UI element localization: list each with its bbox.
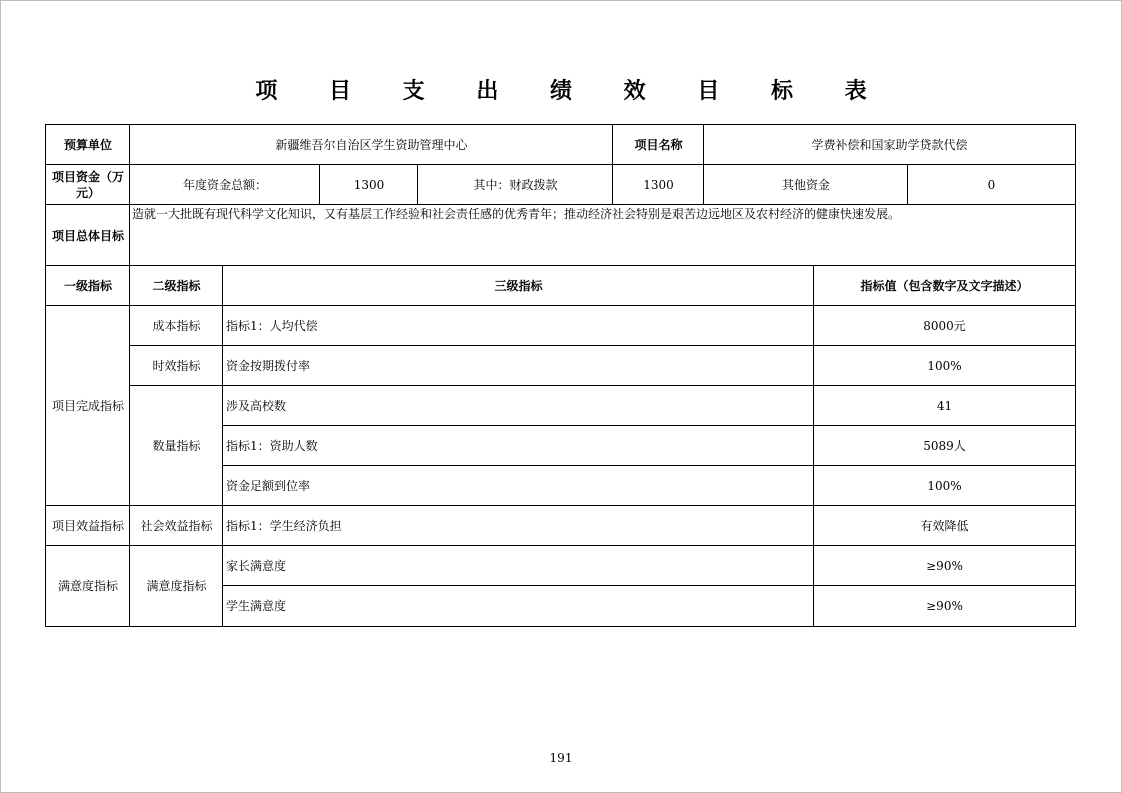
- goal-label: [45, 204, 131, 267]
- group-benefit: [45, 505, 131, 547]
- value-text: ≥90%: [926, 599, 963, 613]
- subgroup-satisfaction: [129, 545, 224, 627]
- fiscal-value: [612, 164, 705, 206]
- indicator-text: 学生满意度: [226, 599, 287, 613]
- value-text: 41: [936, 399, 953, 413]
- page-number: 191: [549, 751, 573, 765]
- subgroup-social: [129, 505, 224, 547]
- value-cell: [813, 345, 1076, 387]
- group-satisfaction-text: 满意度指标: [57, 579, 118, 593]
- subgroup-satisfaction-text: 满意度指标: [146, 579, 207, 593]
- funds-label-text: 项目资金（万元）: [51, 170, 124, 200]
- value-cell: [813, 545, 1076, 587]
- other-funds-label: [703, 164, 909, 206]
- subgroup-cost-text: 成本指标: [152, 319, 201, 333]
- subgroup-quantity: [129, 385, 224, 507]
- annual-total-value-text: 1300: [353, 178, 385, 192]
- other-funds-label-text: 其他资金: [781, 178, 830, 192]
- group-completion-text: 项目完成指标: [51, 399, 124, 413]
- value-cell: [813, 305, 1076, 347]
- goal-label-text: 项目总体目标: [51, 228, 124, 243]
- project-name-label-text: 项目名称: [634, 138, 683, 152]
- indicator-text: 指标1：学生经济负担: [226, 519, 342, 533]
- goal-value-text: 造就一大批既有现代科学文化知识，又有基层工作经验和社会责任感的优秀青年；推动经济社会特别是艰苦边远地区及农村经济的健康快速发展。: [132, 207, 901, 221]
- group-completion: [45, 305, 131, 507]
- value-text: 有效降低: [920, 519, 969, 533]
- subgroup-timeliness: [129, 345, 224, 387]
- indicator-text: 资金按期拨付率: [226, 359, 311, 373]
- indicator-cell: [222, 305, 815, 347]
- indicator-text: 指标1：资助人数: [226, 439, 318, 453]
- budget-unit-value-text: 新疆维吾尔自治区学生资助管理中心: [275, 138, 468, 152]
- subgroup-quantity-text: 数量指标: [152, 439, 201, 453]
- project-name-value: [703, 124, 1076, 166]
- value-text: ≥90%: [926, 559, 963, 573]
- header-value-text: 指标值（包含数字及文字描述）: [860, 279, 1029, 293]
- fiscal-label: [417, 164, 614, 206]
- project-name-label: [612, 124, 705, 166]
- indicator-cell: [222, 505, 815, 547]
- target-grid: [45, 124, 1076, 628]
- indicator-cell: [222, 425, 815, 467]
- header-level3: [222, 265, 815, 307]
- header-level1-text: 一级指标: [63, 279, 112, 293]
- annual-total-label: [129, 164, 321, 206]
- annual-total-label-text: 年度资金总额：: [182, 178, 267, 192]
- annual-total-value: [319, 164, 419, 206]
- group-benefit-text: 项目效益指标: [51, 519, 124, 533]
- indicator-text: 涉及高校数: [226, 399, 287, 413]
- value-cell: [813, 585, 1076, 627]
- funds-label: [45, 164, 131, 206]
- indicator-cell: [222, 585, 815, 627]
- page-title: 项 目 支 出 绩 效 目 标 表: [255, 79, 889, 104]
- indicator-cell: [222, 345, 815, 387]
- value-text: 8000元: [923, 319, 966, 333]
- indicator-text: 家长满意度: [226, 559, 287, 573]
- other-funds-value-text: 0: [987, 178, 996, 192]
- subgroup-timeliness-text: 时效指标: [152, 359, 201, 373]
- value-cell: [813, 385, 1076, 427]
- budget-unit-value: [129, 124, 614, 166]
- header-level2: [129, 265, 224, 307]
- header-level1: [45, 265, 131, 307]
- value-text: 100%: [927, 479, 962, 493]
- value-cell: [813, 425, 1076, 467]
- value-text: 100%: [927, 359, 962, 373]
- group-satisfaction: [45, 545, 131, 627]
- value-cell: [813, 505, 1076, 547]
- budget-unit-label: [45, 124, 131, 166]
- goal-value: [129, 204, 1076, 267]
- fiscal-value-text: 1300: [643, 178, 674, 192]
- budget-unit-label-text: 预算单位: [63, 138, 112, 152]
- other-funds-value: [907, 164, 1076, 206]
- indicator-text: 指标1：人均代偿: [226, 319, 318, 333]
- subgroup-cost: [129, 305, 224, 347]
- indicator-text: 资金足额到位率: [226, 479, 311, 493]
- indicator-cell: [222, 545, 815, 587]
- project-name-value-text: 学费补偿和国家助学贷款代偿: [811, 138, 968, 152]
- subgroup-social-text: 社会效益指标: [140, 519, 213, 533]
- header-level2-text: 二级指标: [152, 279, 201, 293]
- indicator-cell: [222, 465, 815, 507]
- header-value: [813, 265, 1076, 307]
- indicator-cell: [222, 385, 815, 427]
- value-text: 5089人: [923, 439, 966, 453]
- header-level3-text: 三级指标: [494, 279, 543, 293]
- value-cell: [813, 465, 1076, 507]
- fiscal-label-text: 其中：财政拨款: [473, 178, 558, 192]
